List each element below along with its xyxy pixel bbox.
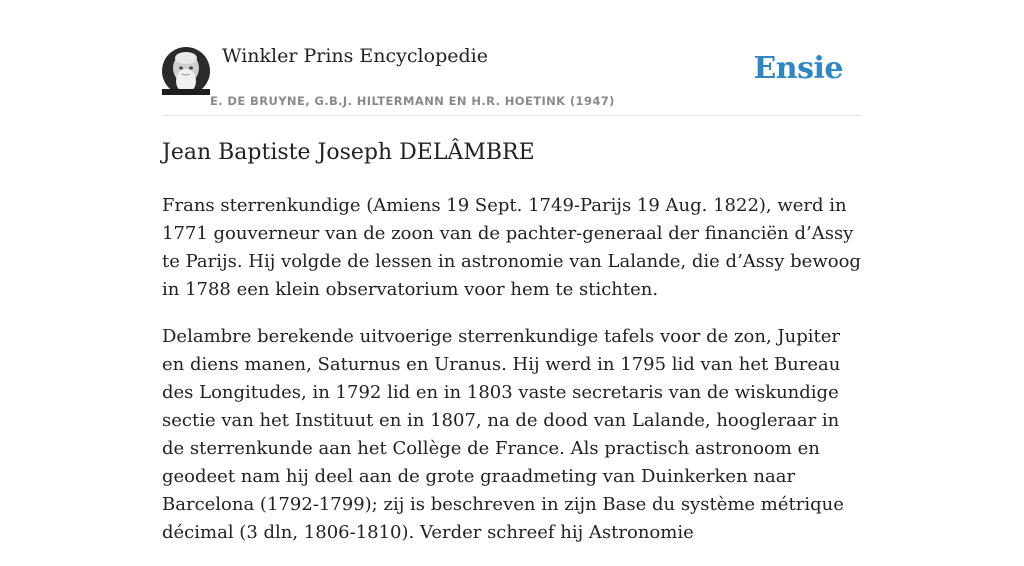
- article-body: [162, 192, 862, 566]
- author-portrait-icon: [162, 47, 210, 95]
- site-title[interactable]: Winkler Prins Encyclopedie: [222, 45, 488, 67]
- site-authors: E. DE BRUYNE, G.B.J. HILTERMANN EN H.R. HOETINK (1947): [210, 94, 615, 108]
- avatar[interactable]: [162, 47, 210, 95]
- article-title: Jean Baptiste Joseph DELÂMBRE: [162, 140, 535, 165]
- content-container: [162, 0, 862, 543]
- article-paragraph: Delambre berekende uitvoerige sterrenkundige tafels voor de zon, Jupiter en diens manen, Saturnus en Uranus. Hij werd in 1795 lid van het Bureau des Longitudes, in 1792 lid en in 1803 vaste secretaris van de wiskundige sectie van het Instituut en in 1807, na de dood van Lalande, hoogleraar in de sterrenkunde aan het Collège de France. Als practisch astronoom en geodeet nam hij deel aan de grote graadmeting van Duinkerken naar Barcelona (1792-1799); zij is beschreven in zijn Base du système métrique décimal (3 dln, 1806-1810). Verder schreef hij Astronomie: [162, 326, 844, 543]
- site-header: [162, 0, 862, 116]
- article-paragraph: Frans sterrenkundige (Amiens 19 Sept. 1749-Parijs 19 Aug. 1822), werd in 1771 gouverneur van de zoon van de pachter-generaal der financiën d’Assy te Parijs. Hij volgde de lessen in astronomie van Lalande, die d’Assy bewoog in 1788 een klein observatorium voor hem te stichten.: [162, 195, 861, 300]
- brand-logo[interactable]: Ensie: [753, 51, 843, 86]
